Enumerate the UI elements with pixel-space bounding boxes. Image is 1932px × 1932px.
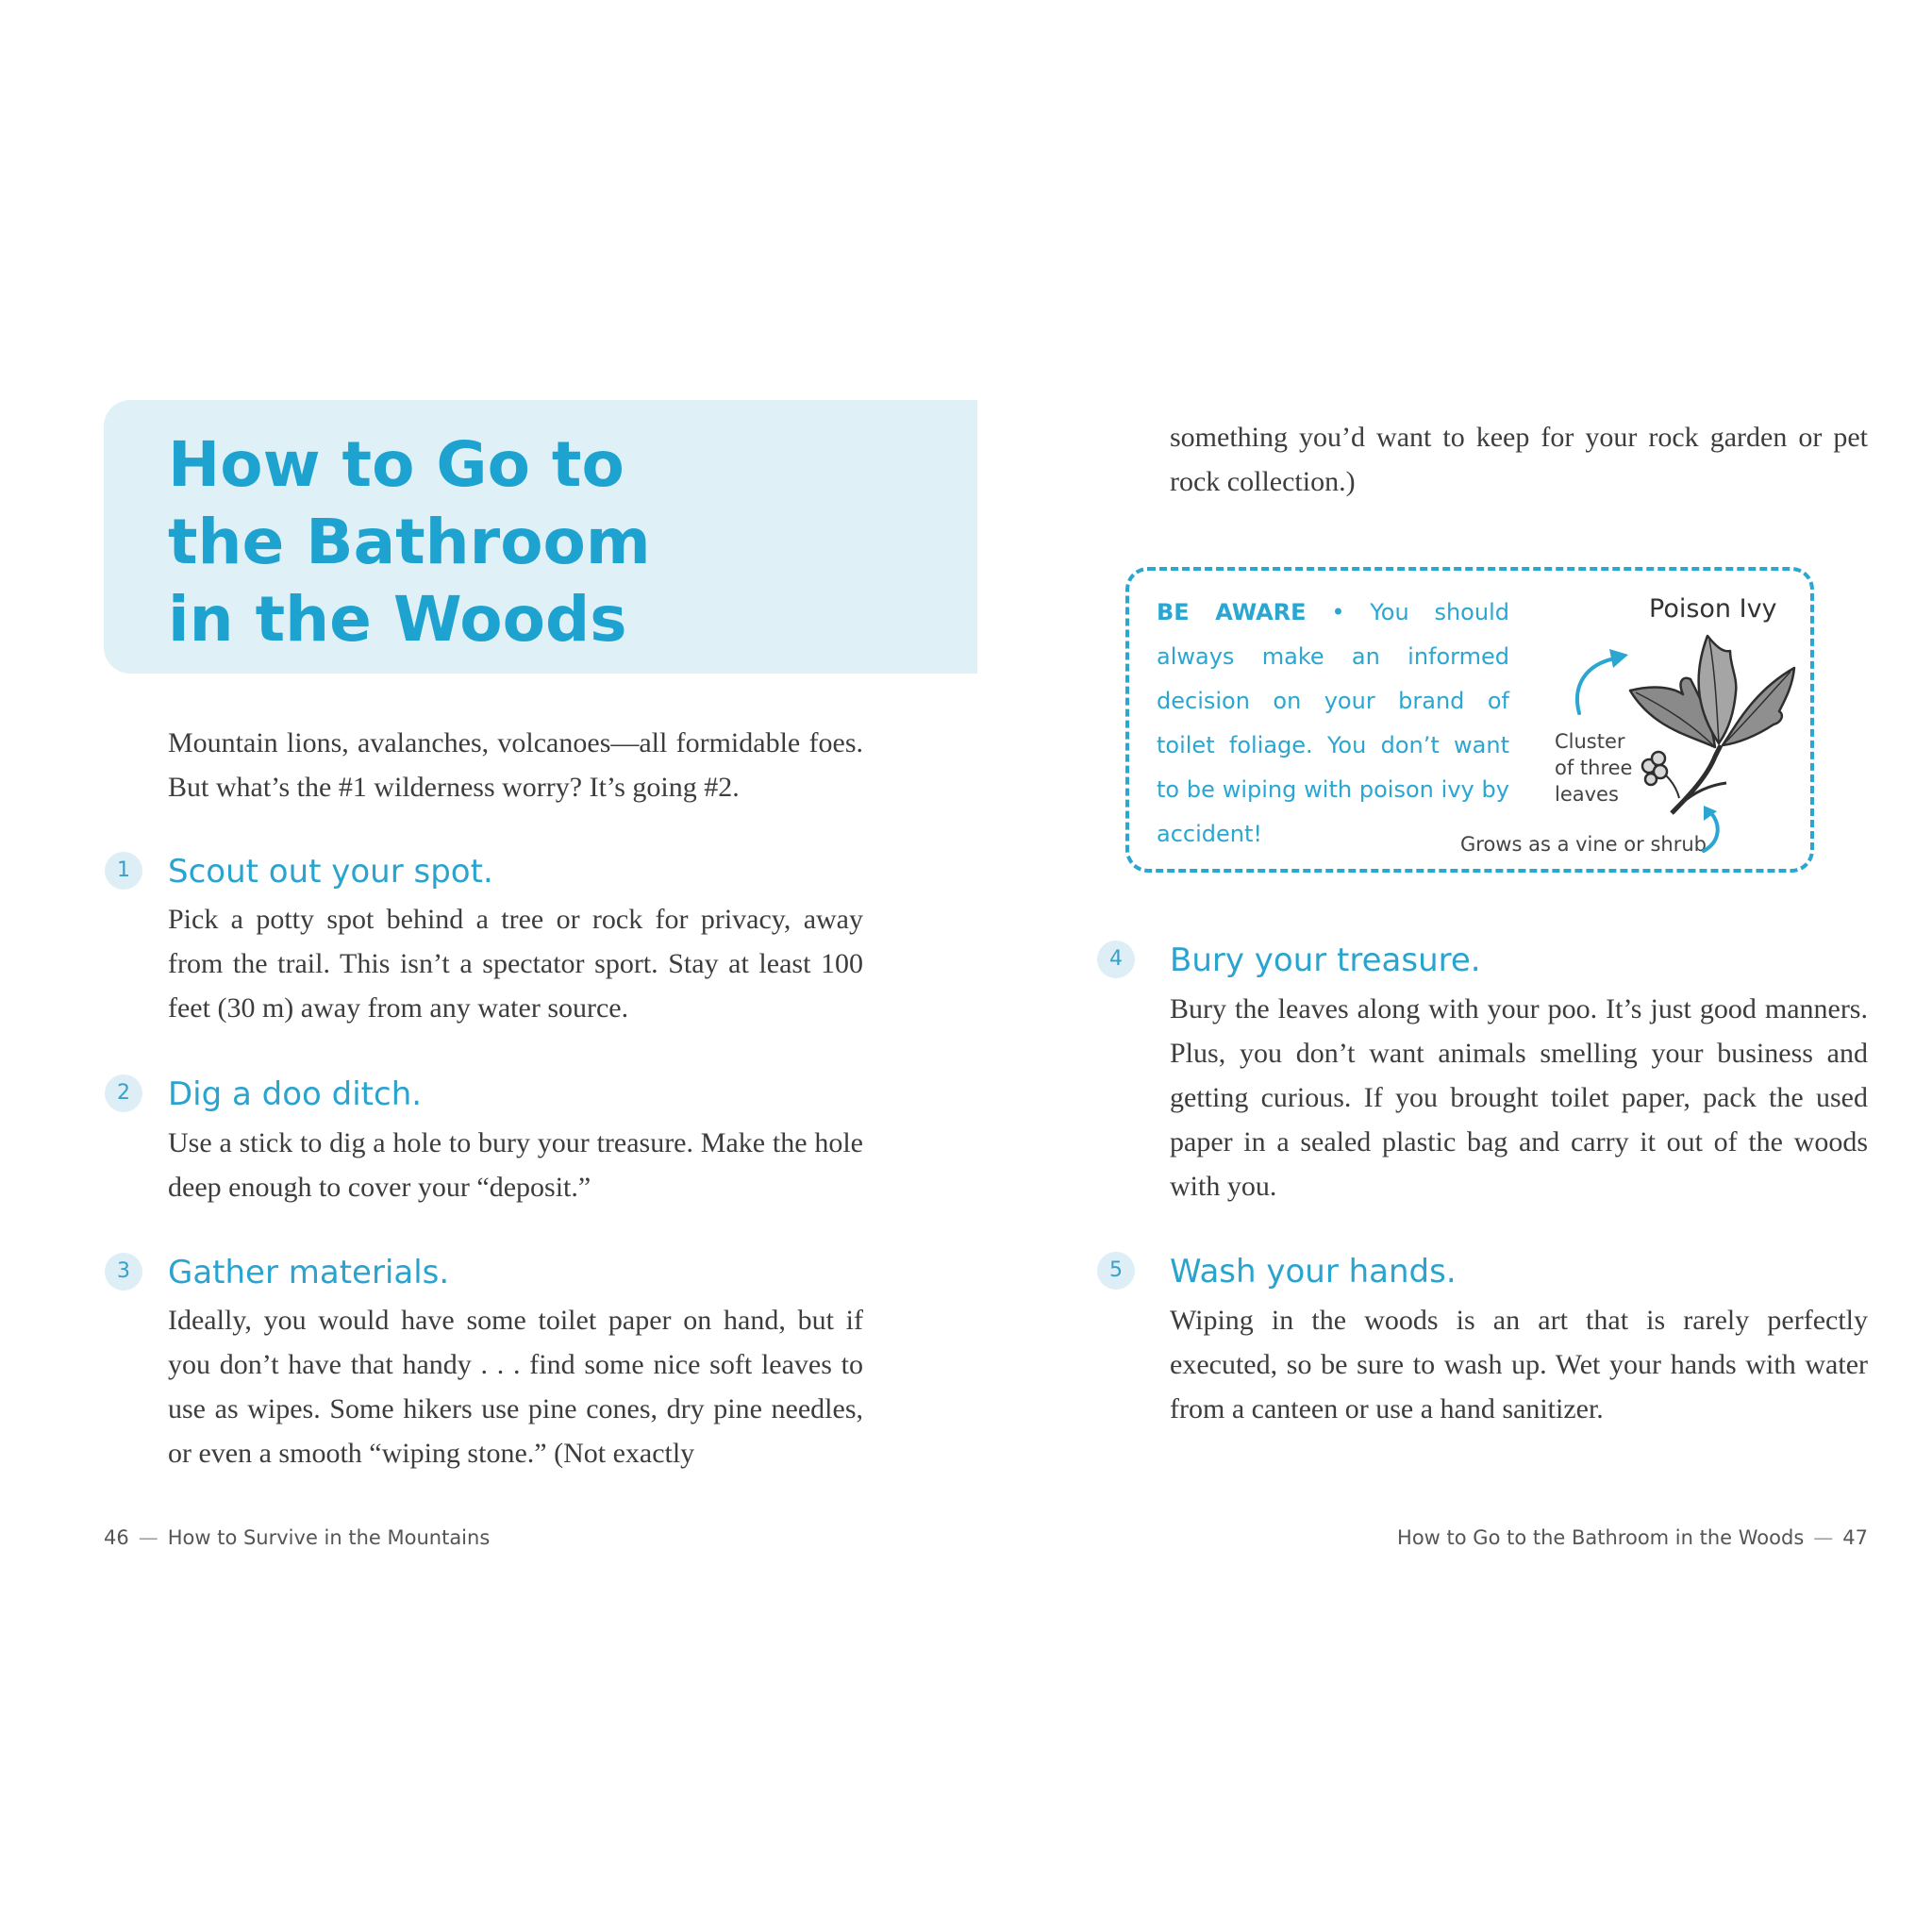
annotation-line: of three <box>1555 757 1633 779</box>
callout-text <box>1157 591 1509 857</box>
be-aware-label: BE AWARE <box>1157 599 1307 625</box>
cluster-annotation <box>1555 728 1632 808</box>
step-number-badge: 1 <box>105 852 142 890</box>
page-title-line-2: the Bathroom <box>168 506 651 578</box>
page-title-line-1: How to Go to <box>168 428 625 501</box>
footer-left: 46 — How to Survive in the Mountains <box>104 1526 491 1549</box>
intro-paragraph: Mountain lions, avalanches, volcanoes—all formidable foes. But what’s the #1 wilderness worry? It’s going #2. <box>168 727 863 803</box>
step-number-badge: 3 <box>105 1253 142 1291</box>
illustration-title: Poison Ivy <box>1649 594 1777 624</box>
page-title-line-3: in the Woods <box>168 583 627 656</box>
annotation-line: leaves <box>1555 783 1619 806</box>
footer-right: How to Go to the Bathroom in the Woods — 47 <box>1397 1526 1868 1549</box>
poison-ivy-icon <box>1624 625 1800 824</box>
step-text: Bury the leaves along with your poo. It’s just good manners. Plus, you don’t want animals smelling your business and getting curious. If you brought toilet paper, pack the used paper in a sealed plastic bag and carry it out of the woods with you. <box>1170 993 1868 1202</box>
callout-separator: • <box>1331 599 1345 625</box>
running-title: How to Survive in the Mountains <box>167 1526 491 1549</box>
step-title: Scout out your spot. <box>168 853 493 891</box>
annotation-line: Cluster <box>1555 730 1625 753</box>
page-number: 46 <box>104 1526 129 1549</box>
step-title: Gather materials. <box>168 1254 450 1291</box>
callout-body: You should always make an informed decision on your brand of toilet foliage. You don’t want to be wiping with poison ivy by accident! <box>1157 599 1509 847</box>
step-number-badge: 4 <box>1097 941 1135 978</box>
running-title: How to Go to the Bathroom in the Woods <box>1397 1526 1805 1549</box>
step-number-badge: 2 <box>105 1074 142 1112</box>
continuation-paragraph: something you’d want to keep for your rock garden or pet rock collection.) <box>1170 422 1868 497</box>
step-title: Wash your hands. <box>1170 1253 1457 1291</box>
vine-annotation: Grows as a vine or shrub <box>1460 833 1707 856</box>
step-text: Ideally, you would have some toilet paper on hand, but if you don’t have that handy . . . find some nice soft leaves to use as wipes. Some hikers use pine cones, dry pine needles, or even a smooth “wiping stone.” (Not exactly <box>168 1305 863 1469</box>
step-text: Wiping in the woods is an art that is rarely perfectly executed, so be sure to wash up. Wet your hands with water from a canteen or use a hand sanitizer. <box>1170 1305 1868 1424</box>
step-text: Pick a potty spot behind a tree or rock for privacy, away from the trail. This isn’t a spectator sport. Stay at least 100 feet (30 m) away from any water source. <box>168 904 863 1024</box>
page-title <box>168 426 941 658</box>
step-title: Dig a doo ditch. <box>168 1075 423 1113</box>
step-number-badge: 5 <box>1097 1252 1135 1290</box>
step-title: Bury your treasure. <box>1170 941 1481 979</box>
step-text: Use a stick to dig a hole to bury your treasure. Make the hole deep enough to cover your “deposit.” <box>168 1127 863 1203</box>
page-number: 47 <box>1842 1526 1868 1549</box>
